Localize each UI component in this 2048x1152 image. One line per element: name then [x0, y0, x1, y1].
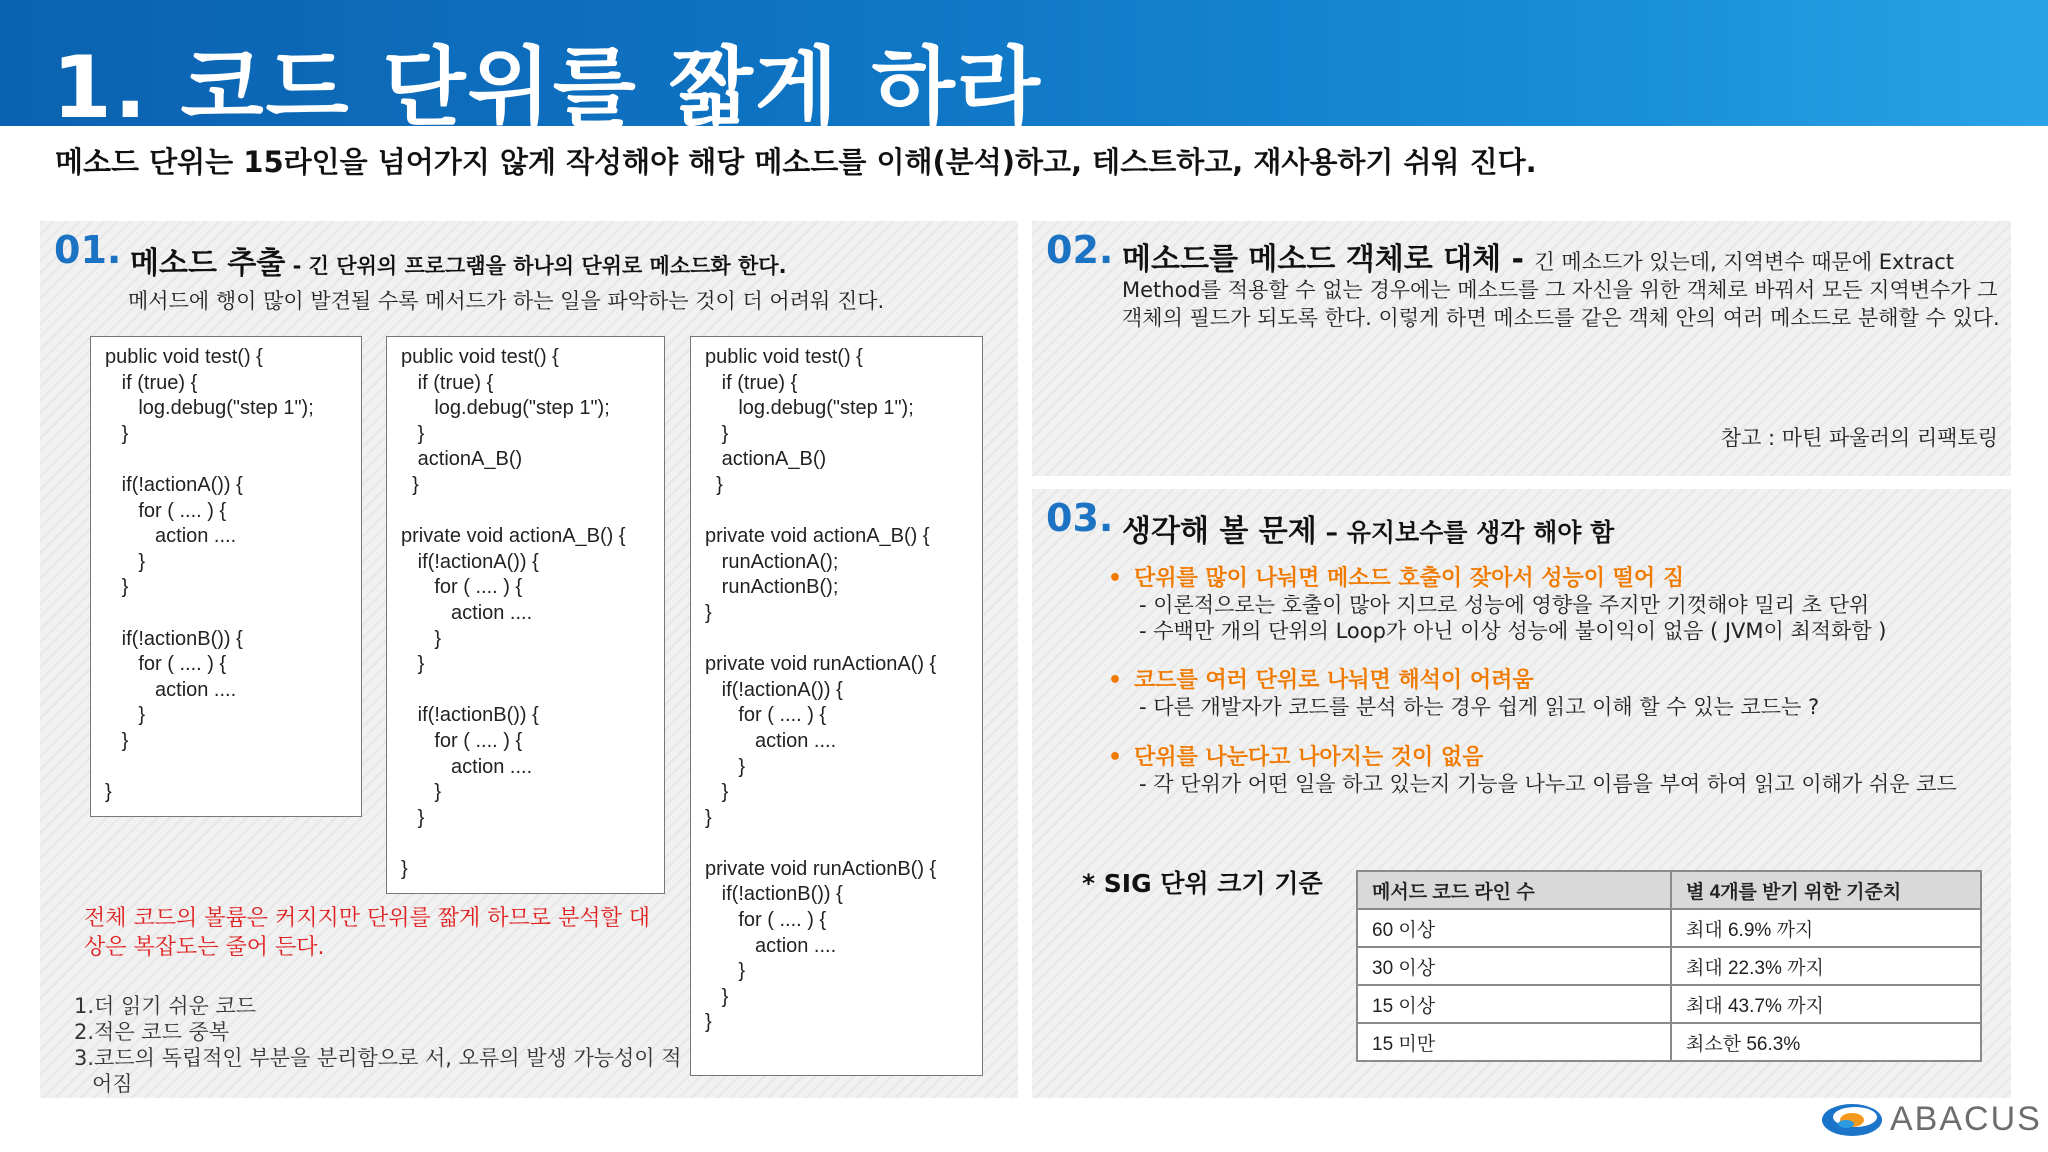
section-1-title-text: 메소드 추출 — [130, 246, 286, 281]
section-3-title-text: 생각해 볼 문제 — [1122, 514, 1317, 549]
code-line: } — [401, 422, 425, 445]
code-line — [705, 627, 982, 653]
code-line: } — [705, 985, 729, 1008]
code-line — [401, 831, 664, 857]
table-cell: 15 미만 — [1357, 1023, 1671, 1061]
code-line: private void runActionB() { — [705, 857, 937, 880]
code-line: log.debug("step 1"); — [401, 397, 610, 420]
table-row — [1357, 1023, 1981, 1061]
section-1-desc: - 긴 단위의 프로그램을 하나의 단위로 메소드화 한다. — [285, 254, 787, 278]
code-line: for ( .... ) { — [105, 653, 227, 676]
section-2-title: 메소드를 메소드 객체로 대체 — [1122, 242, 1502, 277]
code-line: public void test() { — [105, 346, 263, 368]
code-line: action .... — [401, 755, 533, 778]
table-cell: 최소한 56.3% — [1671, 1023, 1981, 1061]
table-cell: 15 이상 — [1357, 985, 1671, 1023]
code-line — [401, 499, 664, 525]
sig-criteria-table — [1356, 870, 1982, 1062]
code-line — [105, 755, 361, 781]
consideration-detail: - 이론적으로는 호출이 많아 지므로 성능에 영향을 주지만 기껏해야 밀리 초 단위 — [1139, 593, 1870, 617]
code-line: runActionB(); — [705, 576, 839, 599]
section-1-subtext: 메서드에 행이 많이 발견될 수록 메서드가 하는 일을 파악하는 것이 더 어려워 진다. — [128, 289, 885, 313]
code-line: private void actionA_B() { — [401, 525, 626, 548]
code-line: } — [401, 857, 408, 880]
code-line: } — [401, 627, 442, 650]
table-row — [1357, 909, 1981, 947]
code-line: } — [105, 550, 146, 573]
code-line: } — [105, 576, 129, 599]
code-line: action .... — [705, 729, 837, 752]
bullet-dot-icon: • — [1108, 566, 1123, 591]
code-box-extract-step1 — [386, 336, 665, 894]
logo-text: ABACUS — [1890, 1100, 2042, 1138]
code-line: actionA_B() — [705, 448, 827, 471]
code-line: for ( .... ) { — [401, 576, 523, 599]
code-line — [401, 678, 664, 704]
table-cell: 최대 6.9% 까지 — [1671, 909, 1981, 947]
code-line: actionA_B() — [401, 448, 523, 471]
code-line: } — [705, 601, 712, 624]
code-line: if(!actionA()) { — [105, 473, 243, 496]
consideration-detail: - 수백만 개의 단위의 Loop가 아닌 이상 성능에 불이익이 없음 ( JVM이 최적화함 ) — [1139, 619, 1887, 643]
consideration-heading: 단위를 많이 나눠면 메소드 호출이 잦아서 성능이 떨어 짐 — [1134, 566, 1685, 591]
section-3-number: 03. — [1046, 496, 1114, 540]
code-box-original — [90, 336, 362, 817]
code-line: } — [401, 653, 425, 676]
code-line: action .... — [105, 525, 237, 548]
table-cell: 60 이상 — [1357, 909, 1671, 947]
table-row — [1357, 947, 1981, 985]
code-line: private void actionA_B() { — [705, 525, 930, 548]
code-line: } — [105, 729, 129, 752]
consideration-detail: - 다른 개발자가 코드를 분석 하는 경우 쉽게 읽고 이해 할 수 있는 코드는 ? — [1139, 695, 1820, 719]
code-line — [105, 447, 361, 473]
code-line: if(!actionA()) { — [401, 550, 539, 573]
code-line: if (true) { — [705, 371, 798, 394]
code-line: public void test() { — [401, 346, 559, 368]
code-line: } — [105, 781, 112, 804]
sig-criteria-title: * SIG 단위 크기 기준 — [1082, 869, 1323, 898]
reference-note: 참고 : 마틴 파울러의 리팩토링 — [1720, 426, 1998, 450]
code-line: action .... — [401, 601, 533, 624]
consideration-item — [1108, 566, 1988, 644]
code-line: } — [705, 422, 729, 445]
code-line: } — [705, 1011, 712, 1034]
code-line: } — [401, 806, 425, 829]
code-box-extract-step2 — [690, 336, 983, 1076]
section-3-desc: – 유지보수를 생각 해야 함 — [1316, 518, 1615, 547]
code-line: if (true) { — [401, 371, 494, 394]
code-line: } — [705, 473, 723, 496]
consideration-heading: 코드를 여러 단위로 나눠면 해석이 어려움 — [1134, 668, 1534, 693]
benefit-item: 2.적은 코드 중복 — [74, 1020, 230, 1044]
code-line — [105, 601, 361, 627]
benefits-list — [74, 993, 694, 1097]
code-line: for ( .... ) { — [705, 909, 827, 932]
consideration-detail: - 각 단위가 어떤 일을 하고 있는지 기능을 나누고 이름을 부여 하여 읽고 이해가 쉬운 코드 — [1139, 772, 1957, 796]
section-3-title — [1122, 506, 1614, 550]
consideration-heading: 단위를 나눈다고 나아지는 것이 없음 — [1134, 745, 1484, 770]
code-line: } — [705, 806, 712, 829]
slide-title: 1. 코드 단위를 짧게 하라 — [52, 38, 1042, 138]
code-line: } — [105, 422, 129, 445]
code-line: for ( .... ) { — [105, 499, 227, 522]
code-line: for ( .... ) { — [705, 704, 827, 727]
table-cell: 최대 43.7% 까지 — [1671, 985, 1981, 1023]
section-2-dash: - — [1501, 242, 1535, 277]
code-line: private void runActionA() { — [705, 653, 937, 676]
section-2-body — [1122, 242, 2002, 332]
table-header-cell: 메서드 코드 라인 수 — [1357, 871, 1671, 909]
section-1-title — [130, 238, 787, 282]
section-1-number: 01. — [54, 228, 122, 272]
code-line: action .... — [105, 678, 237, 701]
benefit-item: 3.코드의 독립적인 부분을 분리함으로 서, 오류의 발생 가능성이 적어짐 — [74, 1046, 682, 1096]
benefit-item: 1.더 읽기 쉬운 코드 — [74, 994, 257, 1018]
code-line: public void test() { — [705, 346, 863, 368]
section-2-text: 긴 메소드가 있는데, 지역변수 때문에 Extract Method를 적용할 수 없는 경우에는 메소드를 그 자신을 위한 객체로 바꿔서 모든 지역변수가 그 객체의 필드가 되도록 한다. 이렇게 하면 메소드를 같은 객체 안의 여러 메소드로 분해할 수 있다. — [1122, 250, 2000, 330]
code-line: } — [401, 781, 442, 804]
volume-note: 전체 코드의 볼륨은 커지지만 단위를 짧게 하므로 분석할 대상은 복잡도는 줄어 든다. — [84, 906, 650, 960]
consideration-item — [1108, 745, 1988, 797]
code-line: for ( .... ) { — [401, 729, 523, 752]
code-line: } — [105, 704, 146, 727]
bullet-dot-icon: • — [1108, 668, 1123, 693]
code-line: if (true) { — [105, 371, 198, 394]
section-2-number: 02. — [1046, 228, 1114, 272]
code-line: log.debug("step 1"); — [105, 397, 314, 420]
slide-subtitle: 메소드 단위는 15라인을 넘어가지 않게 작성해야 해당 메소드를 이해(분석)하고, 테스트하고, 재사용하기 쉬워 진다. — [55, 145, 1537, 179]
code-line: runActionA(); — [705, 550, 839, 573]
title-banner — [0, 0, 2048, 138]
table-cell: 최대 22.3% 까지 — [1671, 947, 1981, 985]
table-header-cell: 별 4개를 받기 위한 기준치 — [1671, 871, 1981, 909]
code-line: if(!actionA()) { — [705, 678, 843, 701]
code-line — [705, 831, 982, 857]
code-line: if(!actionB()) { — [401, 704, 539, 727]
code-line: if(!actionB()) { — [705, 883, 843, 906]
code-line: log.debug("step 1"); — [705, 397, 914, 420]
code-line: } — [705, 755, 746, 778]
table-cell: 30 이상 — [1357, 947, 1671, 985]
consideration-item — [1108, 668, 1988, 720]
table-header-row — [1357, 871, 1981, 909]
table-row — [1357, 985, 1981, 1023]
code-line — [705, 499, 982, 525]
code-line: } — [705, 781, 729, 804]
bullet-dot-icon: • — [1108, 745, 1123, 770]
code-line: } — [705, 960, 746, 983]
code-line: } — [401, 473, 419, 496]
code-line: if(!actionB()) { — [105, 627, 243, 650]
code-line: action .... — [705, 934, 837, 957]
